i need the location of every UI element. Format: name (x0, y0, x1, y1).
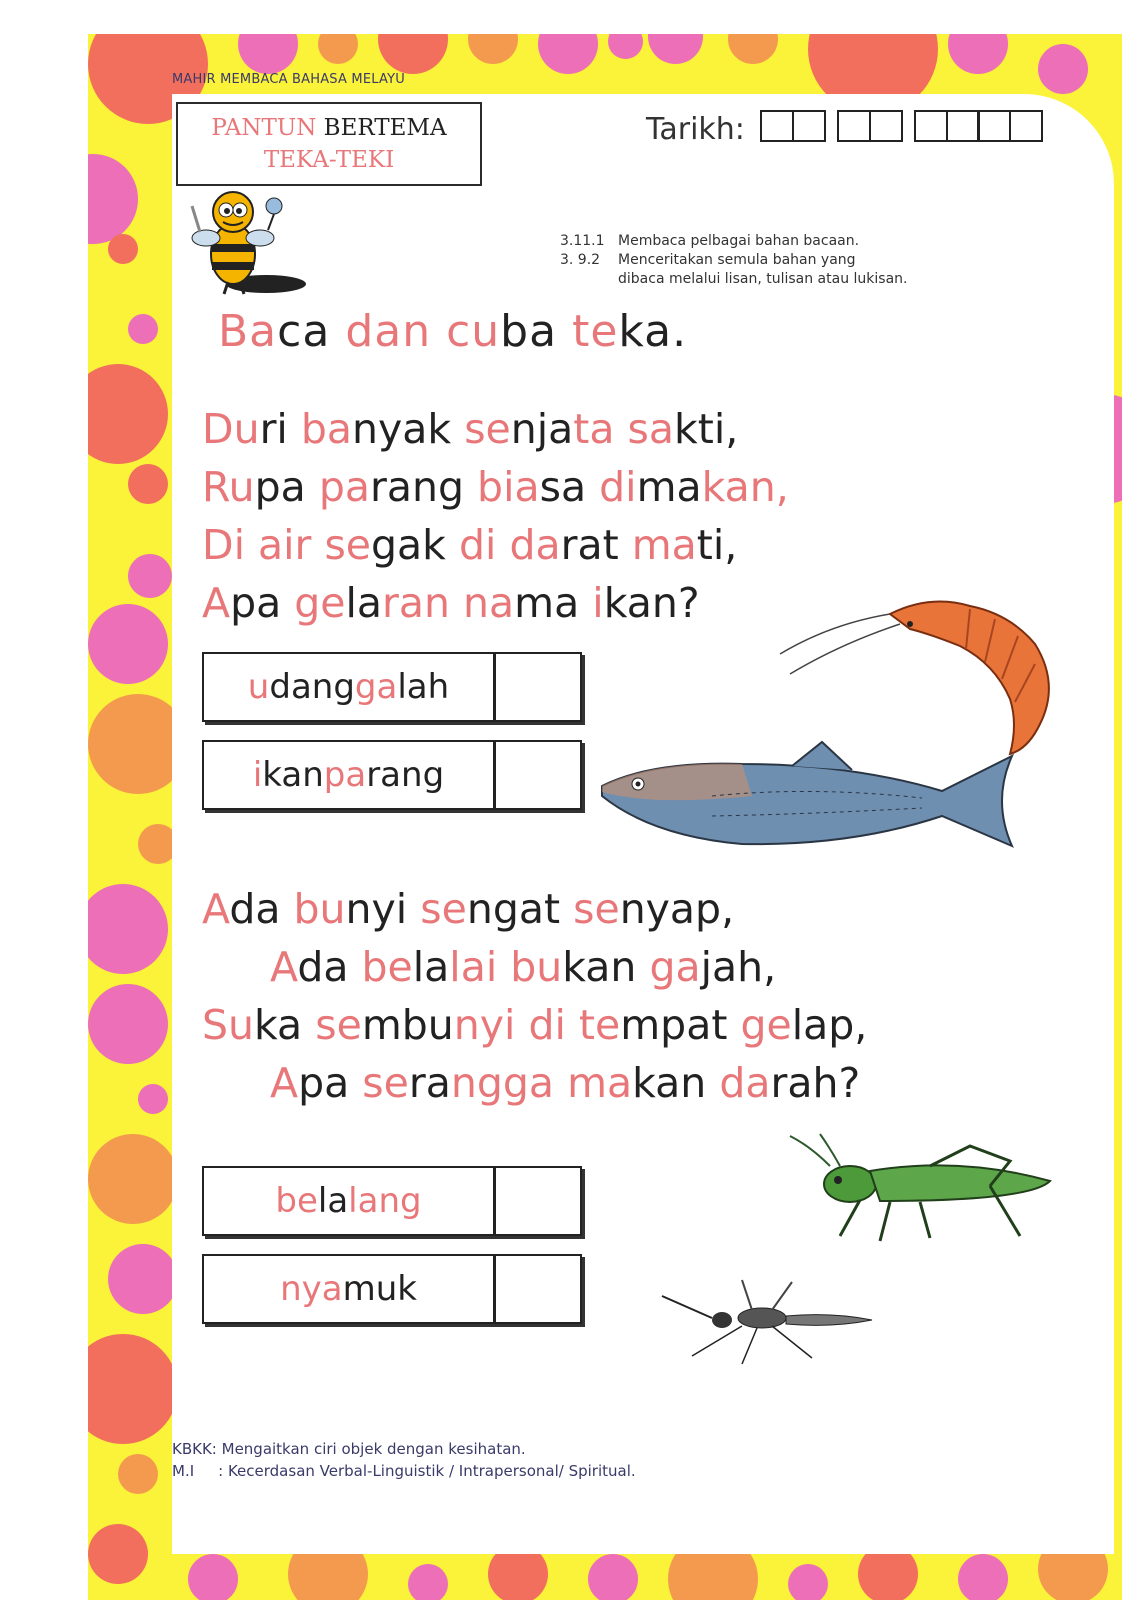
footer (172, 1438, 636, 1482)
skill-code: 3. 9.2 (560, 252, 601, 268)
bee-mascot-icon (178, 186, 318, 300)
skill-code: 3.11.1 (560, 233, 605, 249)
verse-2-line-3: Suka sembunyi di tempat gelap, (202, 1001, 868, 1049)
verse-2-line-4: Apa serangga makan darah? (270, 1059, 861, 1107)
title-box (176, 102, 482, 186)
date-box-d1[interactable] (760, 110, 794, 142)
mi-note (172, 1460, 636, 1482)
skill-code (560, 270, 618, 289)
verse-1-line-3: Di air segak di darat mati, (202, 521, 738, 569)
date-box-y1[interactable] (914, 110, 948, 142)
date-box-y2[interactable] (946, 110, 980, 142)
skill-text: Menceritakan semula bahan yang (618, 252, 856, 268)
answer-checkbox[interactable] (496, 654, 580, 720)
answer-option (202, 1166, 582, 1236)
date-box-m2[interactable] (869, 110, 903, 142)
skill-row (560, 251, 907, 270)
series-title: MAHIR MEMBACA BAHASA MELAYU (172, 72, 405, 87)
answer-checkbox[interactable] (496, 1256, 580, 1322)
tarikh-date-boxes (760, 110, 1040, 142)
title-line-2: TEKA-TEKI (263, 147, 395, 173)
grasshopper-icon (780, 1126, 1070, 1256)
verse-1-line-2: Rupa parang biasa dimakan, (202, 463, 789, 511)
date-box-d2[interactable] (792, 110, 826, 142)
title-line-1 (178, 112, 480, 144)
verse-1 (202, 400, 789, 632)
skill-text: Membaca pelbagai bahan bacaan. (618, 233, 860, 249)
kbkk-note: KBKK: Mengaitkan ciri objek dengan kesihatan. (172, 1440, 526, 1458)
answer-label: i kan pa rang (204, 742, 496, 808)
tarikh-label: Tarikh: (646, 112, 745, 147)
mi-label: M.I (172, 1462, 195, 1480)
answer-label: nya muk (204, 1256, 496, 1322)
instruction (218, 306, 687, 357)
date-box-m1[interactable] (837, 110, 871, 142)
answer-option (202, 740, 582, 810)
answer-label: be la lang (204, 1168, 496, 1234)
title-word-bertema: BERTEMA (316, 115, 447, 141)
mosquito-icon (652, 1276, 882, 1366)
verse-1-line-4: Apa gelaran nama ikan? (202, 579, 700, 627)
skill-text: dibaca melalui lisan, tulisan atau lukisan. (618, 271, 908, 287)
answer-checkbox[interactable] (496, 742, 580, 808)
verse-1-line-1: Duri banyak senjata sakti, (202, 405, 739, 453)
instruction-text: Baca dan cuba teka. (218, 306, 688, 357)
answer-option (202, 652, 582, 722)
mi-text: : Kecerdasan Verbal-Linguistik / Intrapersonal/ Spiritual. (218, 1462, 636, 1480)
verse-2-line-1: Ada bunyi sengat senyap, (202, 885, 735, 933)
answer-checkbox[interactable] (496, 1168, 580, 1234)
learning-standards (560, 232, 907, 289)
title-word-pantun: PANTUN (211, 115, 317, 141)
answer-label: u dang ga lah (204, 654, 496, 720)
verse-2-line-2: Ada belalai bukan gajah, (270, 943, 777, 991)
date-box-y3[interactable] (977, 110, 1011, 142)
skill-row (560, 232, 907, 251)
skill-row (560, 270, 907, 289)
date-box-y4[interactable] (1009, 110, 1043, 142)
verse-2 (202, 880, 867, 1112)
answer-option (202, 1254, 582, 1324)
fish-icon (592, 736, 1042, 866)
